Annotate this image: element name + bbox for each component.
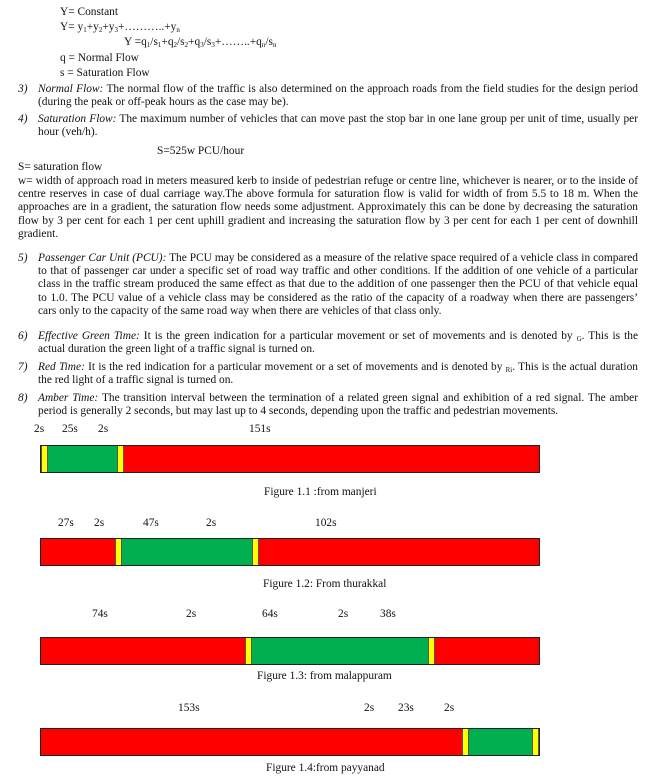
formula-big-y: $Y =q_1/s_1+q_2/s_2+q_3/s_3+\dots\dots..+q_n/s_n$	[124, 36, 277, 49]
item-number: 5)	[18, 252, 28, 264]
signal-timing-bar	[40, 538, 540, 566]
item-number: 3)	[18, 83, 28, 95]
item-amber-time: Amber Time: The transition interval between the termination of a related green signal and exhibition of a red signal. The amber period is generally 2 seconds, but may last up to 4 seconds, depending upon the traffic and pedestrian movements.	[38, 392, 638, 418]
segment-label: 102s	[315, 517, 337, 529]
formula-y-sum: $Y= y_1+y_2+y_3+\dots\dots\dots..+y_n$	[60, 21, 180, 34]
figure-caption: Figure 1.3: from malappuram	[257, 670, 392, 682]
segment-label: 2s	[98, 423, 109, 435]
segment-label: 25s	[62, 423, 78, 435]
item-number: 6)	[18, 330, 28, 342]
signal-timing-bar	[40, 637, 540, 665]
definition-s: s = Saturation Flow	[60, 67, 150, 79]
segment-label: 47s	[143, 517, 159, 529]
segment-label: 2s	[206, 517, 217, 529]
red-phase-segment	[41, 638, 245, 664]
figure-caption: Figure 1.1 :from manjeri	[264, 486, 377, 498]
amber-phase-segment	[115, 539, 122, 565]
amber-phase-segment	[428, 638, 435, 664]
saturation-formula: S=525w PCU/hour	[157, 145, 245, 157]
segment-label: 2s	[338, 608, 349, 620]
green-phase-segment	[122, 539, 251, 565]
item-number: 7)	[18, 361, 28, 373]
red-phase-segment	[41, 539, 115, 565]
red-phase-segment	[124, 446, 539, 472]
item-pcu: Passenger Car Unit (PCU): The PCU may be considered as a measure of the relative space required of a vehicle class in compared to that of passenger car under a specific set of road way traffic and other conditions. If the addition of one vehicle of a particular class in the traffic stream produced the same effect as that due to the addition of one passenger then the PCU of that vehicle equal to 1.0. The PCU value of a vehicle class may be considered as the ratio of the capacity of a roadway when there are passengers’ cars only to the capacity of the same road way when there are vehicles of that class only.	[38, 252, 638, 317]
segment-label: 2s	[364, 702, 375, 714]
segment-label: 38s	[380, 608, 396, 620]
formula-y-constant: Y= Constant	[60, 6, 118, 18]
segment-label: 64s	[262, 608, 278, 620]
item-number: 8)	[18, 392, 28, 404]
segment-label: 27s	[58, 517, 74, 529]
amber-phase-segment	[462, 729, 469, 755]
amber-phase-segment	[532, 729, 539, 755]
green-phase-segment	[48, 446, 117, 472]
definition-q: q = Normal Flow	[60, 52, 139, 64]
amber-phase-segment	[245, 638, 252, 664]
segment-label: 74s	[92, 608, 108, 620]
green-phase-segment	[469, 729, 532, 755]
segment-label: 23s	[398, 702, 414, 714]
red-phase-segment	[41, 729, 462, 755]
segment-label: 2s	[186, 608, 197, 620]
signal-timing-bar	[40, 445, 540, 473]
definition-saturation: S= saturation flow	[18, 161, 103, 173]
red-phase-segment	[259, 539, 540, 565]
item-effective-green: Effective Green Time: It is the green indication for a particular movement or set of movements and is denoted by $_G$. This is the actual duration the green light of a traffic signal is turned on.	[38, 330, 639, 356]
item-number: 4)	[18, 113, 28, 125]
item-saturation-flow: Saturation Flow: The maximum number of vehicles that can move past the stop bar in one lane group per unit of time, usually per hour (veh/h).	[38, 113, 638, 139]
segment-label: 2s	[34, 423, 45, 435]
segment-label: 153s	[178, 702, 200, 714]
item-red-time: Red Time: It is the red indication for a particular movement or a set of movements and is denoted by $_{Ri}$. This is the actual duration the red light of a traffic signal is turned on.	[38, 361, 638, 387]
amber-phase-segment	[252, 539, 259, 565]
segment-label: 151s	[249, 423, 271, 435]
amber-phase-segment	[117, 446, 124, 472]
signal-timing-bar	[40, 728, 540, 756]
item-normal-flow: Normal Flow: The normal flow of the traffic is also determined on the approach roads from the field studies for the design period (during the peak or off-peak hours as the case may be).	[38, 83, 638, 109]
segment-label: 2s	[94, 517, 105, 529]
green-phase-segment	[252, 638, 428, 664]
figure-caption: Figure 1.2: From thurakkal	[263, 578, 387, 590]
figure-caption: Figure 1.4:from payyanad	[266, 762, 385, 774]
segment-label: 2s	[444, 702, 455, 714]
red-phase-segment	[435, 638, 540, 664]
definition-width: w= width of approach road in meters measured kerb to inside of pedestrian refuge or centre line, whichever is nearer, or to the inside of centre reserves in case of dual carriage way.The above formula for saturation flow is valid for width of from 5.5 to 18 m. When the approaches are in a gradient, the saturation flow needs some adjustment. Approximately this can be done by decreasing the saturation flow by 3 per cent for each 1 per cent uphill gradient and increasing the saturation flow by 3 per cent for each 1 per cent of downhill gradient.	[18, 175, 638, 240]
amber-phase-segment	[41, 446, 48, 472]
